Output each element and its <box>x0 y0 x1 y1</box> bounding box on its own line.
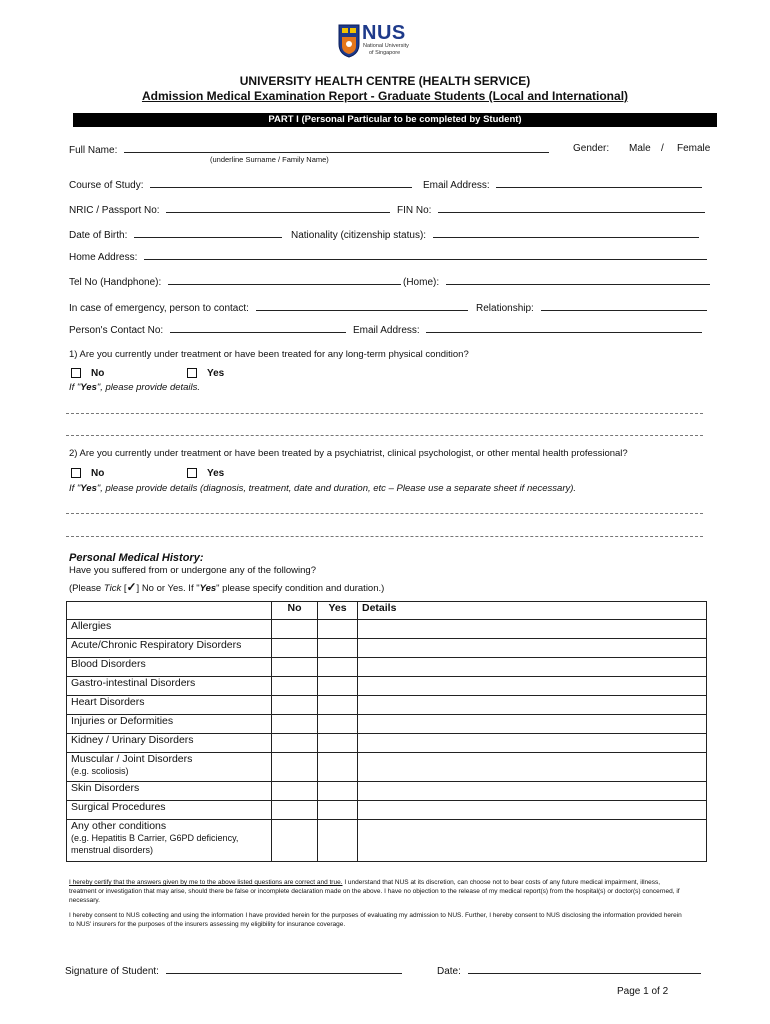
details-cell[interactable] <box>358 696 707 715</box>
condition-label: Kidney / Urinary Disorders <box>67 734 272 753</box>
table-row <box>67 696 707 715</box>
details-cell[interactable] <box>358 677 707 696</box>
relationship-field[interactable] <box>541 301 707 311</box>
details-cell[interactable] <box>358 782 707 801</box>
col-details: Details <box>358 602 707 620</box>
q2-answer-line-1[interactable] <box>66 513 703 514</box>
emergency-label: In case of emergency, person to contact: <box>69 303 249 314</box>
condition-label: Surgical Procedures <box>67 801 272 820</box>
tel-field[interactable] <box>168 275 401 285</box>
condition-label: Muscular / Joint Disorders <box>71 753 193 765</box>
details-cell[interactable] <box>358 734 707 753</box>
nus-name-line2: of Singapore <box>369 50 401 56</box>
details-cell[interactable] <box>358 715 707 734</box>
date-label: Date: <box>437 966 461 977</box>
condition-label: Gastro-intestinal Disorders <box>67 677 272 696</box>
table-row <box>67 753 707 782</box>
details-cell[interactable] <box>358 820 707 862</box>
home-address-field[interactable] <box>144 250 707 260</box>
gender-male-option[interactable]: Male <box>629 143 651 154</box>
yes-cell[interactable] <box>318 696 358 715</box>
condition-cell <box>67 820 272 862</box>
contact-no-label: Person's Contact No: <box>69 325 164 336</box>
email-label: Email Address: <box>423 180 490 191</box>
yes-cell[interactable] <box>318 677 358 696</box>
report-subtitle: Admission Medical Examination Report - Graduate Students (Local and International) <box>141 89 629 103</box>
table-row <box>67 820 707 862</box>
table-header-row <box>67 602 707 620</box>
history-line-2 <box>69 580 384 594</box>
q2-no-checkbox[interactable] <box>71 468 81 478</box>
table-row <box>67 620 707 639</box>
details-cell[interactable] <box>358 639 707 658</box>
q1-answer-line-2[interactable] <box>66 435 703 436</box>
no-cell[interactable] <box>272 753 318 782</box>
col-no: No <box>272 602 318 620</box>
condition-label: Blood Disorders <box>67 658 272 677</box>
details-cell[interactable] <box>358 620 707 639</box>
history-line-2d: " please specify condition and duration.) <box>216 583 385 594</box>
name-hint: (underline Surname / Family Name) <box>210 155 329 164</box>
report-title: UNIVERSITY HEALTH CENTRE (HEALTH SERVICE) <box>239 74 531 88</box>
table-row <box>67 639 707 658</box>
full-name-label: Full Name: <box>69 145 118 156</box>
nationality-field[interactable] <box>433 228 699 238</box>
q2-yes-option[interactable] <box>187 468 224 479</box>
contact-row <box>69 323 346 336</box>
history-line-2a: (Please <box>69 583 104 594</box>
signature-field[interactable] <box>166 964 402 974</box>
q2-hint <box>69 483 576 494</box>
no-cell[interactable] <box>272 734 318 753</box>
q1-yes-checkbox[interactable] <box>187 368 197 378</box>
no-cell[interactable] <box>272 782 318 801</box>
condition-label: Injuries or Deformities <box>67 715 272 734</box>
q2-no-label: No <box>91 468 105 479</box>
contact-no-field[interactable] <box>170 323 346 333</box>
fin-label: FIN No: <box>397 205 432 216</box>
details-cell[interactable] <box>358 801 707 820</box>
fin-row <box>397 203 705 216</box>
q1-hint-yes: Yes <box>80 382 97 393</box>
condition-sublabel: (e.g. Hepatitis B Carrier, G6PD deficiency, menstrual disorders) <box>71 833 239 855</box>
nationality-row <box>291 228 699 241</box>
home-address-row <box>69 250 707 263</box>
page-number: Page 1 of 2 <box>617 986 669 997</box>
table-row <box>67 677 707 696</box>
condition-cell <box>67 753 272 782</box>
question-2: 2) Are you currently under treatment or have been treated by a psychiatrist, clinical psychologist, or other mental health professional? <box>69 448 628 459</box>
yes-cell[interactable] <box>318 801 358 820</box>
no-cell[interactable] <box>272 715 318 734</box>
q1-answer-line-1[interactable] <box>66 413 703 414</box>
part-i-bar-label: PART I (Personal Particular to be completed by Student) <box>268 114 522 125</box>
no-cell[interactable] <box>272 658 318 677</box>
yes-cell[interactable] <box>318 620 358 639</box>
col-yes: Yes <box>318 602 358 620</box>
q1-hint-pre: If " <box>69 382 81 393</box>
gender-label: Gender: <box>573 143 610 154</box>
yes-cell[interactable] <box>318 734 358 753</box>
date-field[interactable] <box>468 964 701 974</box>
q2-hint-pre: If " <box>69 483 81 494</box>
col-condition <box>67 602 272 620</box>
certification-text <box>69 878 683 905</box>
email-field[interactable] <box>496 178 702 188</box>
history-heading: Personal Medical History: <box>69 552 204 564</box>
nric-field[interactable] <box>166 203 390 213</box>
tel-label: Tel No (Handphone): <box>69 277 162 288</box>
checkmark-icon: ✓ <box>126 580 137 594</box>
dob-label: Date of Birth: <box>69 230 128 241</box>
full-name-field[interactable] <box>124 143 549 153</box>
course-field[interactable] <box>150 178 412 188</box>
condition-label: Allergies <box>67 620 272 639</box>
signature-label: Signature of Student: <box>65 966 159 977</box>
contact-email-label: Email Address: <box>353 325 420 336</box>
tel-row <box>69 275 401 288</box>
no-cell[interactable] <box>272 820 318 862</box>
gender-female-option[interactable]: Female <box>677 143 711 154</box>
q2-yes-label: Yes <box>207 468 225 479</box>
details-cell[interactable] <box>358 753 707 782</box>
dob-row <box>69 228 282 241</box>
yes-cell[interactable] <box>318 753 358 782</box>
no-cell[interactable] <box>272 620 318 639</box>
q2-yes-checkbox[interactable] <box>187 468 197 478</box>
condition-label: Any other conditions <box>71 820 167 832</box>
q1-no-option[interactable] <box>71 368 104 379</box>
gender-separator: / <box>661 143 664 154</box>
nus-crest-icon <box>338 24 360 58</box>
consent-text: I hereby consent to NUS collecting and using the information I have provided herein for the purposes of evaluating my admission to NUS. Further, I hereby consent to NUS disclosing the information provided herein to NUS' insurers for the purposes of the insurers assessing my eligibility for insurance coverage. <box>69 912 682 928</box>
no-cell[interactable] <box>272 639 318 658</box>
question-1: 1) Are you currently under treatment or have been treated for any long-term physical condition? <box>69 349 469 360</box>
q1-yes-option[interactable] <box>187 368 224 379</box>
nric-row <box>69 203 390 216</box>
home-tel-field[interactable] <box>446 275 710 285</box>
course-label: Course of Study: <box>69 180 144 191</box>
home-tel-row <box>403 275 710 288</box>
q2-no-option[interactable] <box>71 468 104 479</box>
condition-label: Heart Disorders <box>67 696 272 715</box>
condition-sublabel: (e.g. scoliosis) <box>71 766 129 776</box>
q2-hint-post: ", please provide details (diagnosis, treatment, date and duration, etc – Please use a separate sheet if necessary). <box>96 483 577 494</box>
home-tel-label: (Home): <box>403 277 440 288</box>
part-i-bar <box>73 113 717 127</box>
certification-rest: I understand that NUS at its discretion, can choose not to bear costs of any future medical impairment, illness, treatment or investigation that may arise, should there be false or incomplete declaration made on the above. I have no objection to the release of my medical report(s) from the hospital(s) or doctor(s) concerned, if necessary. <box>69 879 680 904</box>
yes-cell[interactable] <box>318 820 358 862</box>
yes-cell[interactable] <box>318 782 358 801</box>
q1-no-checkbox[interactable] <box>71 368 81 378</box>
history-line-1: Have you suffered from or undergone any of the following? <box>69 565 316 576</box>
q1-hint <box>69 382 200 393</box>
q1-yes-label: Yes <box>207 368 225 379</box>
no-cell[interactable] <box>272 677 318 696</box>
relationship-label: Relationship: <box>476 303 534 314</box>
q2-answer-line-2[interactable] <box>66 536 703 537</box>
home-address-label: Home Address: <box>69 252 138 263</box>
table-row <box>67 782 707 801</box>
certification-underlined: I hereby certify that the answers given by me to the above listed questions are correct and true. <box>69 879 343 886</box>
nus-logo <box>338 24 428 64</box>
table-row <box>67 658 707 677</box>
course-row <box>69 178 412 191</box>
q1-no-label: No <box>91 368 105 379</box>
q1-hint-post: ", please provide details. <box>96 382 201 393</box>
yes-cell[interactable] <box>318 715 358 734</box>
yes-cell[interactable] <box>318 639 358 658</box>
history-line-2b: [ <box>121 583 127 594</box>
contact-email-field[interactable] <box>426 323 702 333</box>
medical-history-table <box>66 601 707 862</box>
fin-field[interactable] <box>438 203 705 213</box>
condition-label: Acute/Chronic Respiratory Disorders <box>67 639 272 658</box>
history-line-2c: ] No or Yes. If " <box>136 583 200 594</box>
relationship-row <box>476 301 707 314</box>
nus-name-line1: National University <box>363 43 409 49</box>
emergency-row <box>69 301 468 314</box>
email-row <box>423 178 702 191</box>
table-row <box>67 715 707 734</box>
contact-email-row <box>353 323 702 336</box>
details-cell[interactable] <box>358 658 707 677</box>
date-row <box>437 964 701 977</box>
table-row <box>67 734 707 753</box>
no-cell[interactable] <box>272 801 318 820</box>
table-row <box>67 801 707 820</box>
dob-field[interactable] <box>134 228 282 238</box>
history-yes-word: Yes <box>199 583 217 594</box>
signature-row <box>65 964 402 977</box>
yes-cell[interactable] <box>318 658 358 677</box>
nationality-label: Nationality (citizenship status): <box>291 230 427 241</box>
no-cell[interactable] <box>272 696 318 715</box>
q2-hint-yes: Yes <box>80 483 97 494</box>
history-tick-word: Tick <box>103 583 122 594</box>
condition-label: Skin Disorders <box>67 782 272 801</box>
nus-wordmark: NUS <box>362 22 406 44</box>
emergency-field[interactable] <box>256 301 468 311</box>
nric-label: NRIC / Passport No: <box>69 205 160 216</box>
